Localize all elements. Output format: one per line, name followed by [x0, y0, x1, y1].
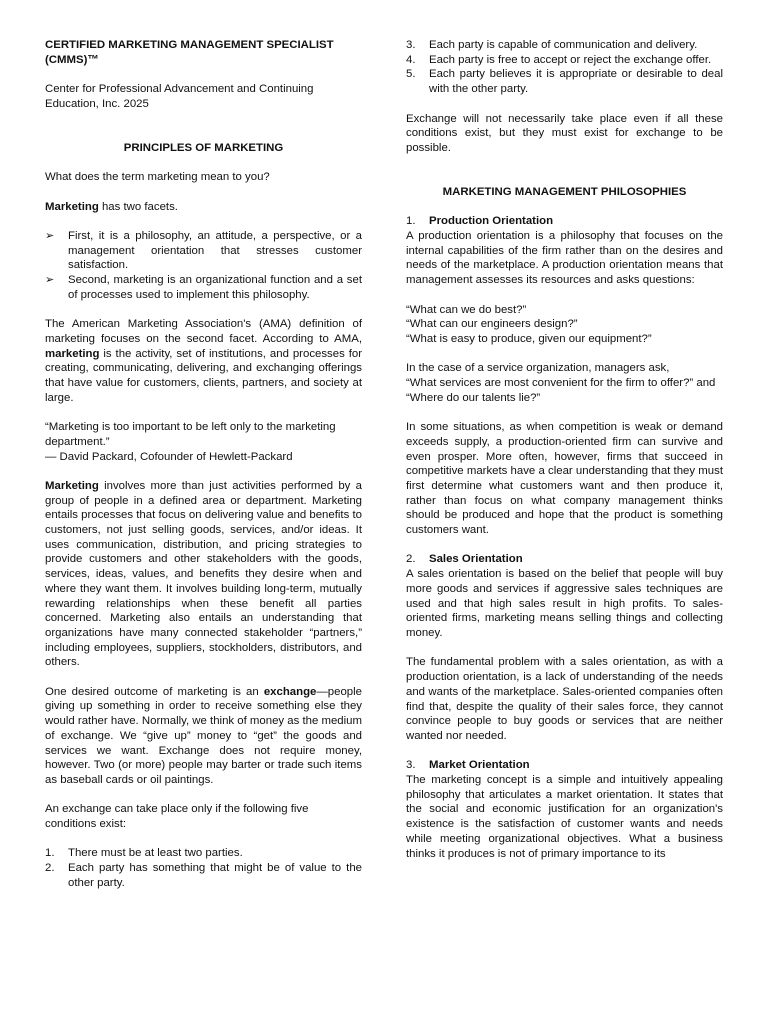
arrow-bullet-icon: ➢: [45, 230, 55, 243]
production-question: “What can we do best?”: [406, 303, 527, 316]
marketing-paragraph: Marketing involves more than just activities performed by a group of people in a defined area or department. Marketing entails processes that focus on delivering value and benefits to customers, not just selling goods, services, and/or ideas. It uses communication, distribution, and pricing strategies to provide customers and other stakeholders with the goods, services, ideas, values, and benefits they desire when and where they want them. It involves building long-term, mutually rewarding relationships when these benefit all parties concerned. Marketing also entails an understanding that organizations have many connected stakeholder “partners,” including employees, suppliers, stockholders, distributors, and others.: [45, 479, 362, 669]
conditions-list-right: [406, 38, 723, 97]
production-question: “What can our engineers design?”: [406, 318, 578, 331]
section-title-principles: PRINCIPLES OF MARKETING: [123, 141, 284, 154]
right-column: [406, 38, 723, 861]
list-item: 1. There must be at least two parties.: [45, 847, 243, 860]
list-item: ➢ First, it is a philosophy, an attitude, a perspective, or a management orientation that stresses customer satisfaction.: [45, 230, 362, 272]
production-heading: 1. Production Orientation: [406, 215, 554, 228]
market-body: The marketing concept is a simple and intuitively appealing philosophy that articulates a market orientation. It states that the social and economic justification for an organization's existence is the satisfaction of customer wants and needs while meeting organizational objectives. What a business thinks it produces is not of primary importance to its: [406, 774, 723, 860]
facets-line: [45, 200, 362, 215]
arrow-bullet-icon: ➢: [45, 274, 55, 287]
facets-bold: Marketing: [45, 200, 99, 213]
question-text: What does the term marketing mean to you?: [45, 171, 270, 184]
section-title-philosophies: MARKETING MANAGEMENT PHILOSOPHIES: [442, 185, 687, 198]
service-question-1: “What services are most convenient for the firm to offer?” and: [406, 377, 716, 390]
exchange-note: Exchange will not necessarily take place even if all these conditions exist, but they must exist for exchange to be possible.: [406, 112, 723, 154]
sales-heading: 2. Sales Orientation: [406, 553, 523, 566]
list-item: ➢ Second, marketing is an organizational function and a set of processes used to implement this philosophy.: [45, 274, 362, 301]
production-question: “What is easy to produce, given our equipment?”: [406, 332, 652, 345]
facets-rest: has two facets.: [98, 200, 178, 213]
sales-problem: The fundamental problem with a sales orientation, as with a production orientation, is a lack of understanding of the needs and wants of the marketplace. Sales-oriented companies often find that, despite the quality of their sales force, they cannot convince people to buy goods or services that are neither wanted nor needed.: [406, 656, 723, 742]
market-heading: 3. Market Orientation: [406, 759, 530, 772]
facets-list: [45, 229, 362, 303]
service-intro: In the case of a service organization, managers ask,: [406, 362, 670, 375]
ama-paragraph: The American Marketing Association's (AMA) definition of marketing focuses on the second facet. According to AMA, marketing is the activity, set of institutions, and processes for creating, communicating, delivering, and exchanging offerings that have value for customers, clients, partners, and society at large.: [45, 318, 362, 404]
service-question-2: “Where do our talents lie?”: [406, 391, 541, 404]
list-item: 2. Each party has something that might be of value to the other party.: [45, 862, 362, 889]
conditions-list-left: [45, 846, 362, 890]
list-item: 5. Each party believes it is appropriate or desirable to deal with the other party.: [406, 68, 723, 96]
conditions-intro: An exchange can take place only if the following five conditions exist:: [45, 803, 309, 831]
exchange-paragraph: One desired outcome of marketing is an exchange—people giving up something in order to receive something else they would rather have. Normally, we think of money as the medium of exchange. We “give up” money to “get” the goods and services we want. Exchange does not require money, however. Two (or more) people may barter or trade such items as baseball cards or oil paintings.: [45, 685, 362, 786]
situations-paragraph: In some situations, as when competition is weak or demand exceeds supply, a production-oriented firm can survive and even prosper. More often, however, firms that succeed in competitive markets have a clear understanding that they must first determine what customers want and then produce it, rather than focus on what company management thinks should be produced and hope that the product is something customers want.: [406, 421, 723, 537]
production-body: A production orientation is a philosophy that focuses on the internal capabilities of the firm rather than on the desires and needs of the marketplace. A production orientation means that management assesses its resources and asks questions:: [406, 230, 723, 287]
organization-name: Center for Professional Advancement and Continuing Education, Inc. 2025: [45, 83, 314, 110]
course-title: CERTIFIED MARKETING MANAGEMENT SPECIALIST (CMMS)™: [45, 39, 334, 66]
sales-body: A sales orientation is based on the belief that people will buy more goods and services if aggressive sales techniques are used and that high sales result in high profits. To sales-oriented firms, marketing means selling things and collecting money.: [406, 568, 723, 639]
list-item: 4. Each party is free to accept or reject the exchange offer.: [406, 53, 712, 66]
left-column: [45, 38, 362, 891]
quote-text: “Marketing is too important to be left only to the marketing department.”: [45, 421, 336, 448]
list-item: 3. Each party is capable of communication and delivery.: [406, 39, 698, 51]
quote-author: — David Packard, Cofounder of Hewlett-Packard: [45, 450, 293, 463]
